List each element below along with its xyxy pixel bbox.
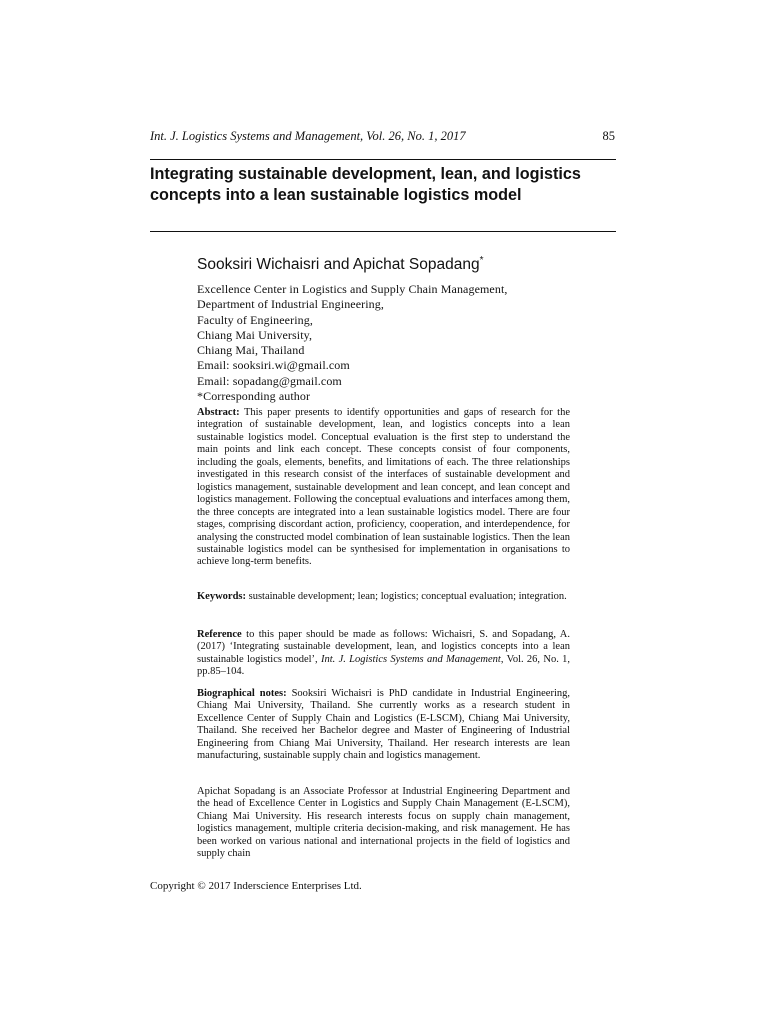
reference-note — [197, 629, 570, 679]
journal-citation: Int. J. Logistics Systems and Management, Vol. 26, No. 1, 2017 — [150, 129, 466, 143]
bio-text-1: Sooksiri Wichaisri is PhD candidate in Industrial Engineering, Chiang Mai University, Thailand. She currently works as a research student in Excellence Center of Supply Chain and Logistics (E-LSCM), Chiang Mai University, Thailand. She received her Bachelor degree and Master of Engineering of Industrial Engineering from Chiang Mai University, Thailand. Her research interests are lean manufacturing, sustainable supply chain and logistics management. — [197, 688, 570, 762]
bio-label: Biographical notes: — [197, 688, 287, 699]
corresponding-mark: * — [479, 255, 484, 266]
reference-label: Reference — [197, 629, 242, 640]
paper-title: Integrating sustainable development, lean, and logistics concepts into a lean sustainable logistics model — [150, 165, 581, 204]
author-line — [197, 255, 484, 274]
affiliation-faculty: Faculty of Engineering, — [197, 312, 313, 327]
keywords-text: sustainable development; lean; logistics; conceptual evaluation; integration. — [248, 591, 567, 602]
title-rule — [150, 231, 616, 232]
keywords — [197, 591, 570, 603]
affiliation-location: Chiang Mai, Thailand — [197, 343, 305, 358]
biographical-notes-1 — [197, 688, 570, 763]
affiliation-department: Department of Industrial Engineering, — [197, 297, 384, 312]
keywords-label: Keywords: — [197, 591, 246, 602]
affiliation-center: Excellence Center in Logistics and Supply Chain Management, — [197, 282, 508, 296]
abstract-text: This paper presents to identify opportunities and gaps of research for the integration of sustainable development, lean, and logistics concepts into a lean sustainable logistics model. Conceptual evaluation is the first step to understand the main points and link each concept. These concepts consist of four components, including the goals, elements, benefits, and limitations of each. The three relationships investigated in this research consist of the interfaces of sustainable development and logistics management, sustainable development and lean concept, and lean concept and logistics management. Following the conceptual evaluations and interfaces among them, the three concepts are integrated into a lean sustainable logistics model. There are four stages, comprising discordant action, proficiency, cooperation, and interdependence, for analysing the constructed model combination of lean sustainable logistics. Then the lean sustainable logistics model can be synthesised for implementation in organisations to achieve long-term benefits. — [197, 407, 571, 568]
reference-journal: Int. J. Logistics Systems and Management — [320, 653, 501, 665]
abstract-label: Abstract: — [197, 407, 240, 418]
corresponding-author-note: *Corresponding author — [197, 389, 311, 404]
affiliation-university: Chiang Mai University, — [197, 327, 313, 342]
abstract — [197, 407, 570, 569]
email-author-2: Email: sopadang@gmail.com — [197, 373, 342, 388]
running-header — [150, 129, 615, 144]
affiliation-block — [197, 282, 617, 404]
page-number: 85 — [602, 129, 615, 143]
email-author-1: Email: sooksiri.wi@gmail.com — [197, 358, 350, 373]
biographical-notes-2: Apichat Sopadang is an Associate Professor at Industrial Engineering Department and the head of Excellence Center in Logistics and Supply Chain Management (E-LSCM), Chiang Mai University. His research interests focus on supply chain management, logistics management, multiple criteria decision-making, and risk management. He has been worked on various national and international projects in the field of logistics and supply chain — [197, 786, 570, 860]
author-names: Sooksiri Wichaisri and Apichat Sopadang — [197, 256, 480, 274]
reference-text: to this paper should be made as follows: Wichaisri, S. and Sopadang, A. (2017) ‘Integrating sustainable development, lean, and logistics concepts into a lean sustainable logistics model’, — [197, 629, 571, 665]
reference-volume: , Vol. 26, No. 1, pp.85–104. — [197, 653, 571, 678]
header-rule — [150, 159, 616, 160]
copyright-notice: Copyright © 2017 Inderscience Enterprises Ltd. — [150, 880, 362, 892]
